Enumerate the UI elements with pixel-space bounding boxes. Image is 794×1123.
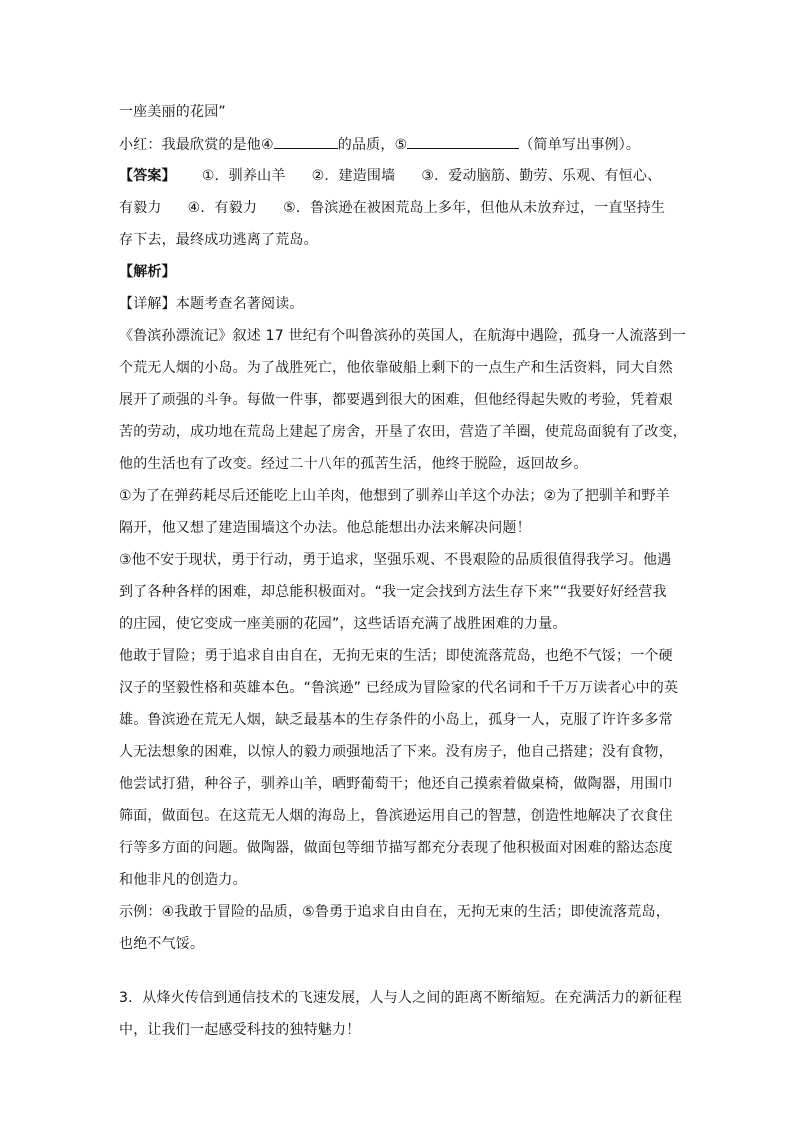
answer-item: 有毅力 <box>119 200 162 216</box>
answer-item: ③．爱动脑筋、勤劳、乐观、有恒心、 <box>421 168 662 184</box>
text-line: 筛面，做面包。在这荒无人烟的海岛上，鲁滨逊运用自己的智慧，创造性地解决了衣食住 <box>119 808 673 824</box>
text-line: 雄。鲁滨逊在荒无人烟，缺乏最基本的生存条件的小岛上，孤身一人，克服了许许多多常 <box>119 712 673 728</box>
answer-item: ①．驯养山羊 <box>201 168 286 184</box>
answer-blank-5[interactable] <box>407 134 519 149</box>
text-line: 到了各种各样的困难，却总能积极面对。“我一定会找到方法生存下来”“我要好好经营我 <box>119 584 667 600</box>
text-line: 苦的劳动，成功地在荒岛上建起了房舍，开垦了农田，营造了羊圈，使荒岛面貌有了改变， <box>119 424 687 440</box>
text-line: 他敢于冒险；勇于追求自由自在，无拘无束的生活；即使流落荒岛，也绝不气馁；一个硬 <box>119 648 673 664</box>
question-text: 的品质，⑤ <box>337 137 408 153</box>
text-line: 他尝试打猎，种谷子，驯养山羊，晒野葡萄干；他还自己摸索着做桌椅，做陶器，用围巾 <box>119 776 673 792</box>
answer-line <box>119 198 679 218</box>
answer-item: ④．有毅力 <box>187 200 258 216</box>
text-line: 的庄园，使它变成一座美丽的花园”，这些话语充满了战胜困难的力量。 <box>119 616 567 632</box>
text-line: 汉子的坚毅性格和英雄本色。“鲁滨逊” 已经成为冒险家的代名词和千千万万读者心中的英 <box>119 680 679 696</box>
text-line: 存下去，最终成功逃离了荒岛。 <box>119 232 318 248</box>
text-line: 一座美丽的花园” <box>119 104 226 120</box>
text-line: 人无法想象的困难，以惊人的毅力顽强地活了下来。没有房子，他自己搭建；没有食物， <box>119 744 673 760</box>
question-text: （简单写出事例）。 <box>519 137 641 153</box>
text-line: 《鲁滨孙漂流记》叙述 17 世纪有个叫鲁滨孙的英国人，在航海中遇险，孤身一人流落到一 <box>119 328 687 344</box>
question-line <box>119 134 679 155</box>
analysis-tag: 【解析】 <box>119 264 176 280</box>
text-line: 和他非凡的创造力。 <box>119 872 247 888</box>
answer-line <box>119 166 679 186</box>
text-line: 个荒无人烟的小岛。为了战胜死亡，他依靠破船上剩下的一点生产和生活资料，同大自然 <box>119 360 673 376</box>
text-line: 隔开，他又想了建造围墙这个办法。他总能想出办法来解决问题！ <box>119 520 531 536</box>
answer-blank-4[interactable] <box>274 134 338 149</box>
text-line: 他的生活也有了改变。经过二十八年的孤苦生活，他终于脱险，返回故乡。 <box>119 456 588 472</box>
text-line: 【详解】本题考查名著阅读。 <box>119 296 304 312</box>
text-line: 示例：④我敢于冒险的品质，⑤鲁勇于追求自由自在，无拘无束的生活；即使流落荒岛， <box>119 904 670 920</box>
answer-item: ⑤．鲁滨逊在被困荒岛上多年，但他从未放弃过，一直坚持生 <box>283 200 666 216</box>
answer-tag: 【答案】 <box>119 168 176 184</box>
text-line: 展开了顽强的斗争。每做一件事，都要遇到很大的困难，但他经得起失败的考验，凭着艰 <box>119 392 673 408</box>
question-text: 小红：我最欣赏的是他④ <box>119 137 274 153</box>
text-line: ③他不安于现状，勇于行动，勇于追求，坚强乐观、不畏艰险的品质很值得我学习。他遇 <box>119 552 672 568</box>
text-line: 行等多方面的问题。做陶器，做面包等细节描写都充分表现了他积极面对困难的豁达态度 <box>119 840 673 856</box>
question-3-line: 3．从烽火传信到通信技术的飞速发展，人与人之间的距离不断缩短。在充满活力的新征程 <box>119 990 682 1006</box>
question-3-line: 中，让我们一起感受科技的独特魅力！ <box>119 1022 361 1038</box>
text-line: ①为了在弹药耗尽后还能吃上山羊肉，他想到了驯养山羊这个办法；②为了把驯羊和野羊 <box>119 488 670 504</box>
text-line: 也绝不气馁。 <box>119 936 205 952</box>
answer-item: ②．建造围墙 <box>311 168 396 184</box>
